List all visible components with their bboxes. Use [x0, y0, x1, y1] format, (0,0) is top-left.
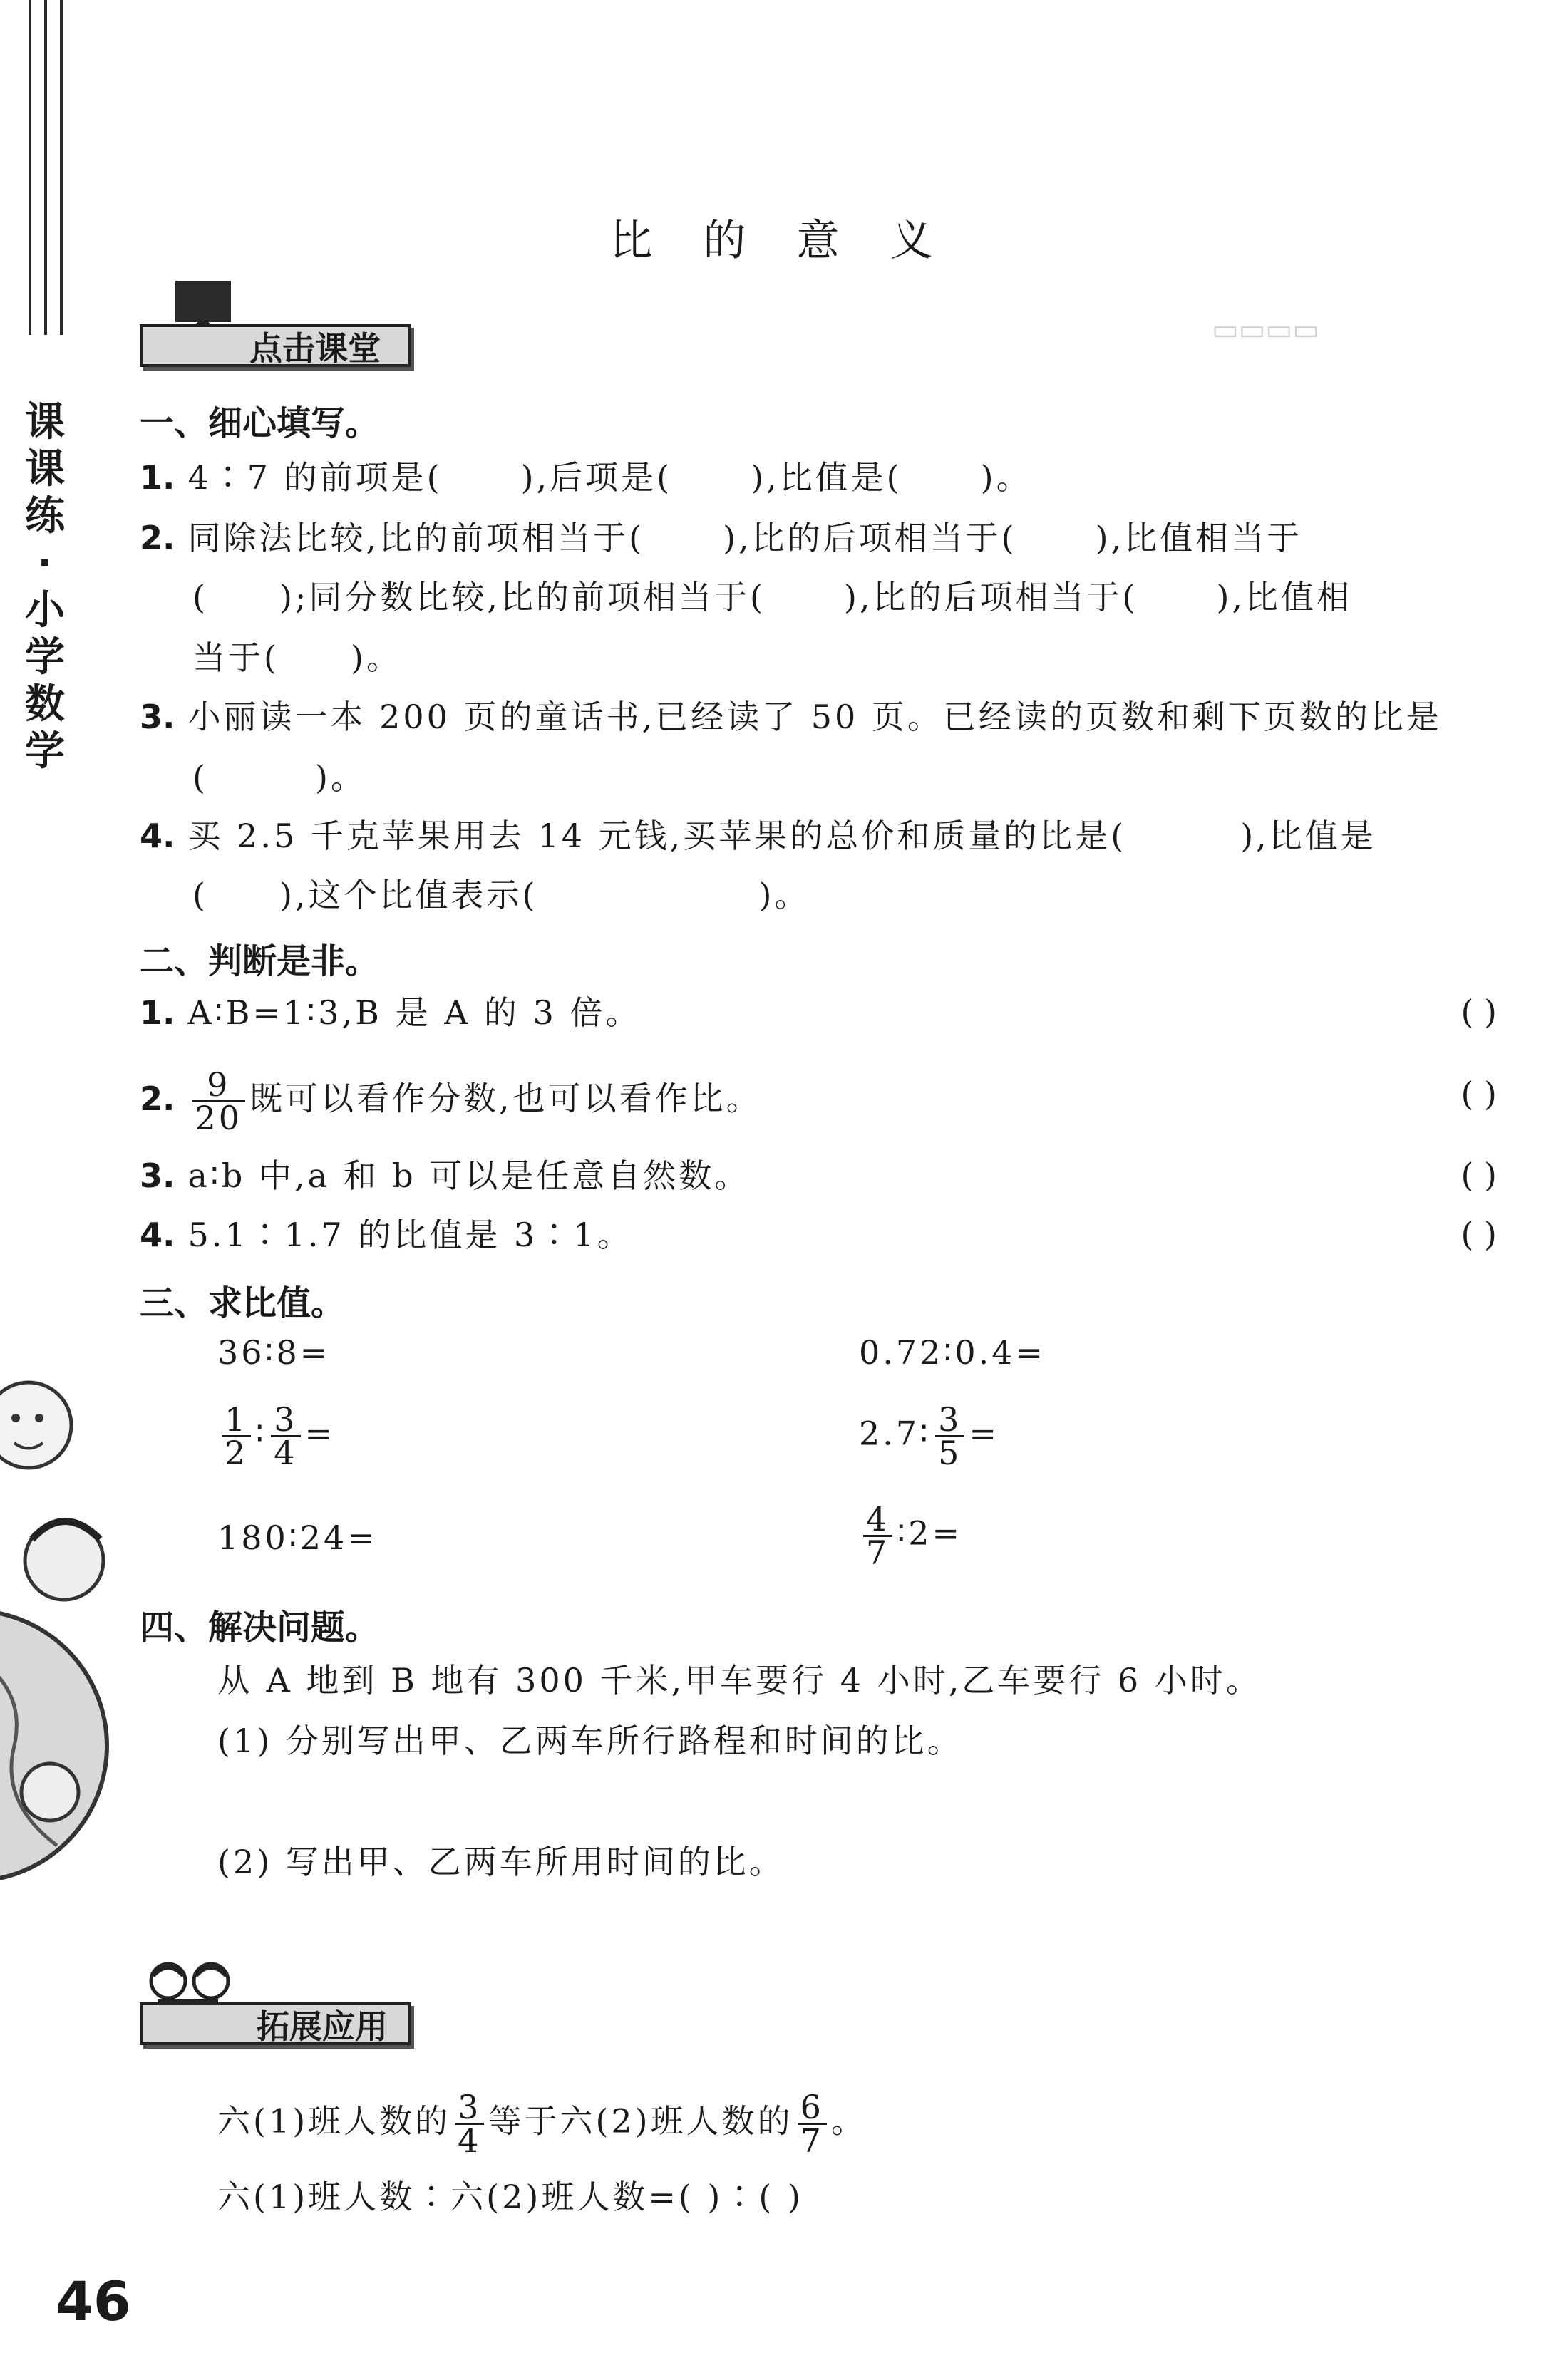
ratio-expr: 2.7∶ $\frac{3}{5}$ = [859, 1400, 999, 1472]
s1-question-1: 1. 4∶7 的前项是( ),后项是( ),比值是( )。 [140, 458, 1032, 497]
judge-answer-box[interactable]: ( ) [1460, 1075, 1497, 1113]
section3-heading: 三、求比值。 [140, 1283, 346, 1323]
extend-line-1: 六(1)班人数的 $\frac{3}{4}$ 等于六(2)班人数的 $\frac{6}{7}$ 。 [217, 2088, 867, 2160]
judge-answer-box[interactable]: ( ) [1460, 1156, 1497, 1194]
section4-heading: 四、解决问题。 [140, 1608, 380, 1647]
margin-line [60, 0, 63, 335]
series-title: 课课练·小学数学 [25, 399, 65, 775]
bleed-through-mark: ▭▭▭▭ [1212, 314, 1320, 346]
section1-heading: 一、细心填写。 [140, 403, 380, 443]
s2-statement-1: 1. A∶B=1∶3,B 是 A 的 3 倍。 [140, 993, 642, 1032]
extend-line-2: 六(1)班人数∶六(2)班人数=( )∶( ) [217, 2178, 803, 2216]
fraction-9-20: $\frac{9}{20}$ [192, 1069, 245, 1134]
section2-heading: 二、判断是非。 [140, 941, 380, 981]
s1-question-4-line1: 4. 买 2.5 千克苹果用去 14 元钱,买苹果的总价和质量的比是( ),比值是 [140, 817, 1376, 855]
sub-question-1: (1) 分别写出甲、乙两车所行路程和时间的比。 [217, 1722, 963, 1760]
s2-statement-2: 2. $\frac{9}{20}$ 既可以看作分数,也可以看作比。 [140, 1065, 762, 1137]
page-title: 比 的 意 义 [609, 216, 952, 266]
problem-statement: 从 A 地到 B 地有 300 千米,甲车要行 4 小时,乙车要行 6 小时。 [217, 1661, 1262, 1699]
s2-statement-4: 4. 5.1∶1.7 的比值是 3∶1。 [140, 1216, 633, 1254]
cartoon-kids-globe-illustration [0, 1347, 121, 1917]
banner-extend: 拓展应用 [140, 2002, 411, 2045]
ratio-expr: 36∶8= [217, 1333, 331, 1372]
judge-answer-box[interactable]: ( ) [1460, 993, 1497, 1031]
ratio-expr: 180∶24= [217, 1518, 378, 1557]
ratio-expr: $\frac{1}{2}$ ∶ $\frac{3}{4}$ = [217, 1404, 335, 1469]
s1-question-3-line2: ( )。 [192, 758, 366, 797]
page-number: 46 [56, 2270, 131, 2333]
ratio-expr: 0.72∶0.4= [859, 1333, 1046, 1372]
ratio-expr: $\frac{4}{7}$ ∶2= [859, 1504, 962, 1568]
s1-question-2-line3: 当于( )。 [192, 638, 402, 677]
margin-line [29, 0, 31, 335]
judge-answer-box[interactable]: ( ) [1460, 1215, 1497, 1253]
s2-statement-3: 3. a∶b 中,a 和 b 可以是任意自然数。 [140, 1157, 751, 1195]
s1-question-2-line2: ( );同分数比较,比的前项相当于( ),比的后项相当于( ),比值相 [192, 578, 1353, 616]
margin-line [44, 0, 47, 335]
s1-question-4-line2: ( ),这个比值表示( )。 [192, 876, 810, 914]
s1-question-3-line1: 3. 小丽读一本 200 页的童话书,已经读了 50 页。已经读的页数和剩下页数的比是 [140, 698, 1442, 736]
sub-question-2: (2) 写出甲、乙两车所用时间的比。 [217, 1843, 785, 1881]
banner-class: 点击课堂 [140, 324, 411, 367]
s1-question-2-line1: 2. 同除法比较,比的前项相当于( ),比的后项相当于( ),比值相当于 [140, 519, 1303, 557]
